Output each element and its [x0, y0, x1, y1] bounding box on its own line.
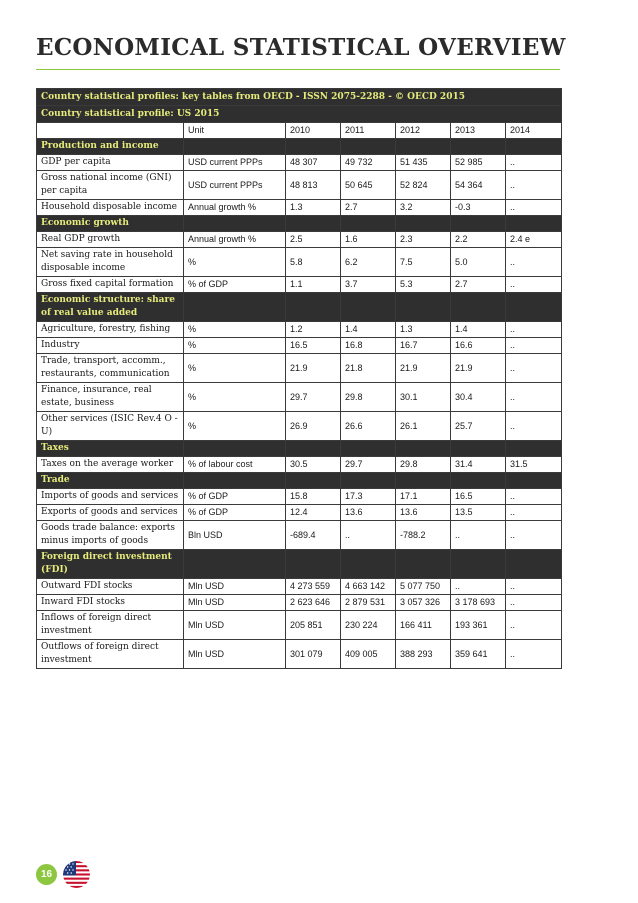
value-cell: 1.4 — [341, 322, 396, 338]
value-cell: 15.8 — [286, 489, 341, 505]
section-header-cell — [341, 216, 396, 232]
value-cell: 6.2 — [341, 248, 396, 277]
section-header-cell — [184, 139, 286, 155]
column-header: 2010 — [286, 123, 341, 139]
value-cell: 12.4 — [286, 505, 341, 521]
value-cell: 166 411 — [396, 611, 451, 640]
unit-cell: Annual growth % — [184, 200, 286, 216]
section-title: Economic growth — [37, 216, 184, 232]
section-header-cell — [396, 139, 451, 155]
profile-caption: Country statistical profile: US 2015 — [37, 106, 562, 123]
value-cell: .. — [451, 521, 506, 550]
value-cell: 5 077 750 — [396, 579, 451, 595]
section-header-cell — [451, 293, 506, 322]
value-cell: 1.3 — [286, 200, 341, 216]
value-cell: .. — [506, 338, 562, 354]
section-title: Taxes — [37, 441, 184, 457]
value-cell: .. — [506, 155, 562, 171]
value-cell: 2.5 — [286, 232, 341, 248]
section-header-cell — [506, 139, 562, 155]
value-cell: 13.6 — [396, 505, 451, 521]
value-cell: .. — [506, 640, 562, 669]
table-row — [37, 579, 562, 595]
table-row — [37, 489, 562, 505]
indicator-cell: Gross fixed capital formation — [37, 277, 184, 293]
value-cell: 29.8 — [396, 457, 451, 473]
indicator-cell: Household disposable income — [37, 200, 184, 216]
section-header-cell — [286, 216, 341, 232]
section-header-cell — [451, 441, 506, 457]
source-row — [37, 89, 562, 106]
indicator-cell: Inward FDI stocks — [37, 595, 184, 611]
indicator-cell: GDP per capita — [37, 155, 184, 171]
value-cell: .. — [451, 579, 506, 595]
unit-cell: % — [184, 322, 286, 338]
value-cell: .. — [506, 354, 562, 383]
section-header-cell — [396, 293, 451, 322]
value-cell: 31.5 — [506, 457, 562, 473]
value-cell: 1.4 — [451, 322, 506, 338]
value-cell: 21.9 — [396, 354, 451, 383]
table-row — [37, 248, 562, 277]
unit-cell: % — [184, 412, 286, 441]
indicator-cell: Outflows of foreign direct investment — [37, 640, 184, 669]
table-row — [37, 640, 562, 669]
unit-cell: USD current PPPs — [184, 171, 286, 200]
value-cell: .. — [506, 200, 562, 216]
column-header: 2014 — [506, 123, 562, 139]
indicator-cell: Real GDP growth — [37, 232, 184, 248]
unit-cell: % of GDP — [184, 489, 286, 505]
value-cell: 1.6 — [341, 232, 396, 248]
value-cell: 50 645 — [341, 171, 396, 200]
value-cell: 4 663 142 — [341, 579, 396, 595]
section-header-cell — [506, 216, 562, 232]
section-title: Economic structure: share of real value added — [37, 293, 184, 322]
value-cell: 29.7 — [286, 383, 341, 412]
value-cell: .. — [506, 248, 562, 277]
section-header-cell — [451, 550, 506, 579]
unit-cell: % — [184, 354, 286, 383]
value-cell: 409 005 — [341, 640, 396, 669]
table-row — [37, 383, 562, 412]
column-header: Unit — [184, 123, 286, 139]
section-header-cell — [184, 441, 286, 457]
column-header: 2011 — [341, 123, 396, 139]
column-header: 2013 — [451, 123, 506, 139]
indicator-cell: Industry — [37, 338, 184, 354]
section-title: Foreign direct investment (FDI) — [37, 550, 184, 579]
value-cell: 16.5 — [451, 489, 506, 505]
table-row — [37, 505, 562, 521]
value-cell: 17.3 — [341, 489, 396, 505]
table-row — [37, 322, 562, 338]
value-cell: 13.5 — [451, 505, 506, 521]
value-cell: 3 178 693 — [451, 595, 506, 611]
unit-cell: Mln USD — [184, 640, 286, 669]
section-header-cell — [286, 139, 341, 155]
section-header-cell — [184, 550, 286, 579]
value-cell: 2.4 e — [506, 232, 562, 248]
table-row — [37, 277, 562, 293]
unit-cell: Bln USD — [184, 521, 286, 550]
value-cell: .. — [506, 595, 562, 611]
value-cell: .. — [506, 171, 562, 200]
value-cell: 26.9 — [286, 412, 341, 441]
section-header-row — [37, 216, 562, 232]
value-cell: .. — [506, 579, 562, 595]
table-row — [37, 595, 562, 611]
section-header-cell — [341, 441, 396, 457]
value-cell: 3.2 — [396, 200, 451, 216]
section-header-cell — [286, 550, 341, 579]
unit-cell: % of labour cost — [184, 457, 286, 473]
indicator-cell: Inflows of foreign direct investment — [37, 611, 184, 640]
value-cell: 5.8 — [286, 248, 341, 277]
section-title: Production and income — [37, 139, 184, 155]
section-header-cell — [396, 441, 451, 457]
value-cell: 48 813 — [286, 171, 341, 200]
value-cell: 54 364 — [451, 171, 506, 200]
us-flag-icon — [63, 861, 90, 888]
indicator-cell: Net saving rate in household disposable income — [37, 248, 184, 277]
section-header-cell — [396, 550, 451, 579]
value-cell: 31.4 — [451, 457, 506, 473]
unit-cell: % — [184, 338, 286, 354]
section-header-cell — [184, 216, 286, 232]
section-header-cell — [286, 473, 341, 489]
value-cell: .. — [506, 277, 562, 293]
section-header-cell — [341, 139, 396, 155]
indicator-cell: Gross national income (GNI) per capita — [37, 171, 184, 200]
table-row — [37, 338, 562, 354]
unit-cell: % of GDP — [184, 277, 286, 293]
table-row — [37, 171, 562, 200]
section-header-cell — [184, 293, 286, 322]
indicator-cell: Finance, insurance, real estate, business — [37, 383, 184, 412]
value-cell: -689.4 — [286, 521, 341, 550]
value-cell: 5.0 — [451, 248, 506, 277]
unit-cell: Mln USD — [184, 579, 286, 595]
value-cell: 1.1 — [286, 277, 341, 293]
unit-cell: USD current PPPs — [184, 155, 286, 171]
unit-cell: % of GDP — [184, 505, 286, 521]
profile-row — [37, 106, 562, 123]
value-cell: 4 273 559 — [286, 579, 341, 595]
value-cell: 230 224 — [341, 611, 396, 640]
value-cell: .. — [341, 521, 396, 550]
value-cell: 49 732 — [341, 155, 396, 171]
unit-cell: Mln USD — [184, 611, 286, 640]
indicator-cell: Imports of goods and services — [37, 489, 184, 505]
unit-cell: Mln USD — [184, 595, 286, 611]
unit-cell: % — [184, 383, 286, 412]
value-cell: .. — [506, 611, 562, 640]
value-cell: 5.3 — [396, 277, 451, 293]
value-cell: 1.2 — [286, 322, 341, 338]
value-cell: 26.6 — [341, 412, 396, 441]
section-header-cell — [451, 473, 506, 489]
indicator-cell: Outward FDI stocks — [37, 579, 184, 595]
section-header-cell — [341, 473, 396, 489]
value-cell: 21.9 — [451, 354, 506, 383]
value-cell: 30.4 — [451, 383, 506, 412]
statistics-table — [36, 88, 562, 669]
value-cell: 359 641 — [451, 640, 506, 669]
indicator-cell: Trade, transport, accomm., restaurants, communication — [37, 354, 184, 383]
value-cell: 30.5 — [286, 457, 341, 473]
section-header-cell — [396, 473, 451, 489]
value-cell: .. — [506, 489, 562, 505]
section-header-cell — [506, 473, 562, 489]
page-number-badge: 16 — [36, 864, 57, 885]
section-header-cell — [184, 473, 286, 489]
value-cell: 1.3 — [396, 322, 451, 338]
value-cell: 16.6 — [451, 338, 506, 354]
page-title: ECONOMICAL STATISTICAL OVERVIEW — [36, 34, 566, 61]
indicator-cell: Other services (ISIC Rev.4 O - U) — [37, 412, 184, 441]
column-header — [37, 123, 184, 139]
section-header-cell — [396, 216, 451, 232]
value-cell: 13.6 — [341, 505, 396, 521]
table-row — [37, 412, 562, 441]
value-cell: 29.7 — [341, 457, 396, 473]
indicator-cell: Agriculture, forestry, fishing — [37, 322, 184, 338]
value-cell: 3.7 — [341, 277, 396, 293]
section-title: Trade — [37, 473, 184, 489]
value-cell: 48 307 — [286, 155, 341, 171]
section-header-row — [37, 550, 562, 579]
value-cell: 3 057 326 — [396, 595, 451, 611]
section-header-row — [37, 139, 562, 155]
unit-cell: Annual growth % — [184, 232, 286, 248]
table-row — [37, 354, 562, 383]
value-cell: 52 824 — [396, 171, 451, 200]
value-cell: 2.7 — [341, 200, 396, 216]
table-row — [37, 155, 562, 171]
value-cell: 2.3 — [396, 232, 451, 248]
section-header-row — [37, 473, 562, 489]
value-cell: 21.9 — [286, 354, 341, 383]
table-row — [37, 457, 562, 473]
section-header-cell — [506, 550, 562, 579]
indicator-cell: Taxes on the average worker — [37, 457, 184, 473]
indicator-cell: Goods trade balance: exports minus imports of goods — [37, 521, 184, 550]
value-cell: 17.1 — [396, 489, 451, 505]
value-cell: 388 293 — [396, 640, 451, 669]
value-cell: .. — [506, 383, 562, 412]
value-cell: 7.5 — [396, 248, 451, 277]
indicator-cell: Exports of goods and services — [37, 505, 184, 521]
value-cell: 2.2 — [451, 232, 506, 248]
source-caption: Country statistical profiles: key tables from OECD - ISSN 2075-2288 - © OECD 2015 — [37, 89, 562, 106]
value-cell: 29.8 — [341, 383, 396, 412]
value-cell: 16.8 — [341, 338, 396, 354]
value-cell: 30.1 — [396, 383, 451, 412]
value-cell: 2 879 531 — [341, 595, 396, 611]
value-cell: 205 851 — [286, 611, 341, 640]
column-header: 2012 — [396, 123, 451, 139]
value-cell: 193 361 — [451, 611, 506, 640]
section-header-cell — [451, 139, 506, 155]
value-cell: -0.3 — [451, 200, 506, 216]
unit-cell: % — [184, 248, 286, 277]
value-cell: .. — [506, 412, 562, 441]
section-header-row — [37, 293, 562, 322]
column-header-row — [37, 123, 562, 139]
value-cell: 2.7 — [451, 277, 506, 293]
value-cell: 25.7 — [451, 412, 506, 441]
value-cell: 51 435 — [396, 155, 451, 171]
section-header-cell — [506, 293, 562, 322]
value-cell: 52 985 — [451, 155, 506, 171]
table-row — [37, 232, 562, 248]
table-row — [37, 521, 562, 550]
value-cell: .. — [506, 521, 562, 550]
value-cell: 16.5 — [286, 338, 341, 354]
value-cell: 26.1 — [396, 412, 451, 441]
value-cell: 2 623 646 — [286, 595, 341, 611]
title-rule — [36, 69, 560, 70]
table-row — [37, 200, 562, 216]
value-cell: -788.2 — [396, 521, 451, 550]
section-header-cell — [451, 216, 506, 232]
section-header-row — [37, 441, 562, 457]
value-cell: 16.7 — [396, 338, 451, 354]
section-header-cell — [341, 550, 396, 579]
section-header-cell — [286, 441, 341, 457]
value-cell: 301 079 — [286, 640, 341, 669]
value-cell: .. — [506, 505, 562, 521]
section-header-cell — [341, 293, 396, 322]
table-row — [37, 611, 562, 640]
section-header-cell — [506, 441, 562, 457]
section-header-cell — [286, 293, 341, 322]
value-cell: .. — [506, 322, 562, 338]
value-cell: 21.8 — [341, 354, 396, 383]
